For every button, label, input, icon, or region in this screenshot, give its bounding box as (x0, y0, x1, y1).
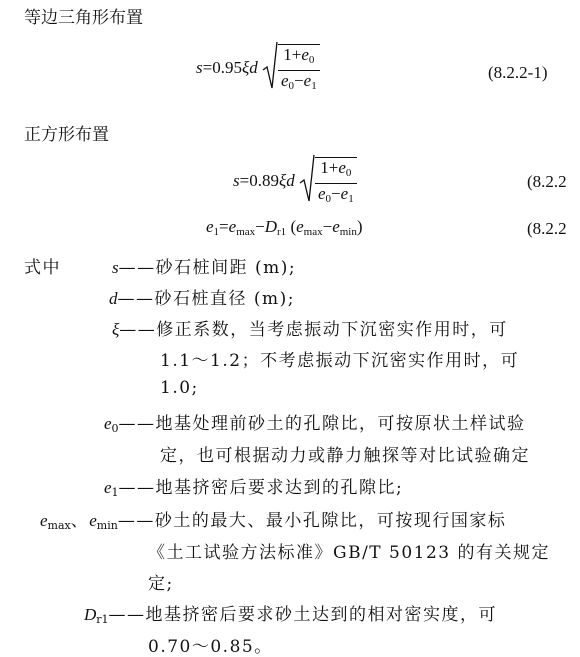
sqrt-sign (262, 42, 320, 96)
heading-square-layout: 正方形布置 (24, 125, 109, 145)
equation-number: (8.2.2-1) (488, 63, 548, 82)
where-item-e1: $e_1——$地基挤密后要求达到的孔隙比; (104, 478, 404, 499)
fraction: $\frac{1+e_0}{e_0-e_1}$ (315, 158, 357, 209)
where-item-xi: ξ——修正系数，当考虑振动下沉密实作用时，可 (112, 320, 508, 340)
where-item-e0-line2: 定，也可根据动力或静力触探等对比试验确定 (160, 446, 530, 466)
where-item-dr1: $D_{r1}——$地基挤密后要求砂土达到的相对密实度，可 (84, 605, 498, 626)
where-item-xi-line3: 1.0; (160, 378, 199, 398)
where-label: 式中 (24, 258, 61, 278)
heading-equilateral-layout: 等边三角形布置 (24, 8, 143, 28)
where-item-xi-line2: 1.1～1.2；不考虑振动下沉密实作用时，可 (160, 351, 520, 371)
equation-number: (8.2.2 (527, 219, 567, 238)
formula-8-2-2-2: s=0.89ξd $\frac{1+e_0}{e_0-e_1}$ (233, 155, 357, 209)
equation-number: (8.2.2 (527, 172, 567, 191)
where-item-dr1-line2: 0.70～0.85。 (148, 637, 273, 657)
formula-8-2-2-3: $e_1=e_{max}-D_{r1}$ $(e_{max}-e_{min})$ (206, 217, 363, 238)
where-item-emax-emin: $e_{max}$、$e_{min}——$砂土的最大、最小孔隙比，可按现行国家标 (40, 511, 507, 532)
where-item-emax-line2: 《土工试验方法标准》GB/T 50123 的有关规定 (148, 543, 551, 563)
formula-8-2-2-1: s=0.95ξd $\frac{1+e_0}{e_0-e_1}$ (196, 42, 320, 96)
where-item-d: d——砂石桩直径 (m); (109, 289, 296, 309)
sqrt-sign (299, 155, 357, 209)
fraction: $\frac{1+e_0}{e_0-e_1}$ (278, 45, 320, 96)
where-item-e0: $e_0——$地基处理前砂土的孔隙比，可按原状土样试验 (104, 414, 526, 435)
where-item-emax-line3: 定; (148, 574, 174, 594)
where-item-s: s——砂石桩间距 (m); (112, 258, 297, 278)
